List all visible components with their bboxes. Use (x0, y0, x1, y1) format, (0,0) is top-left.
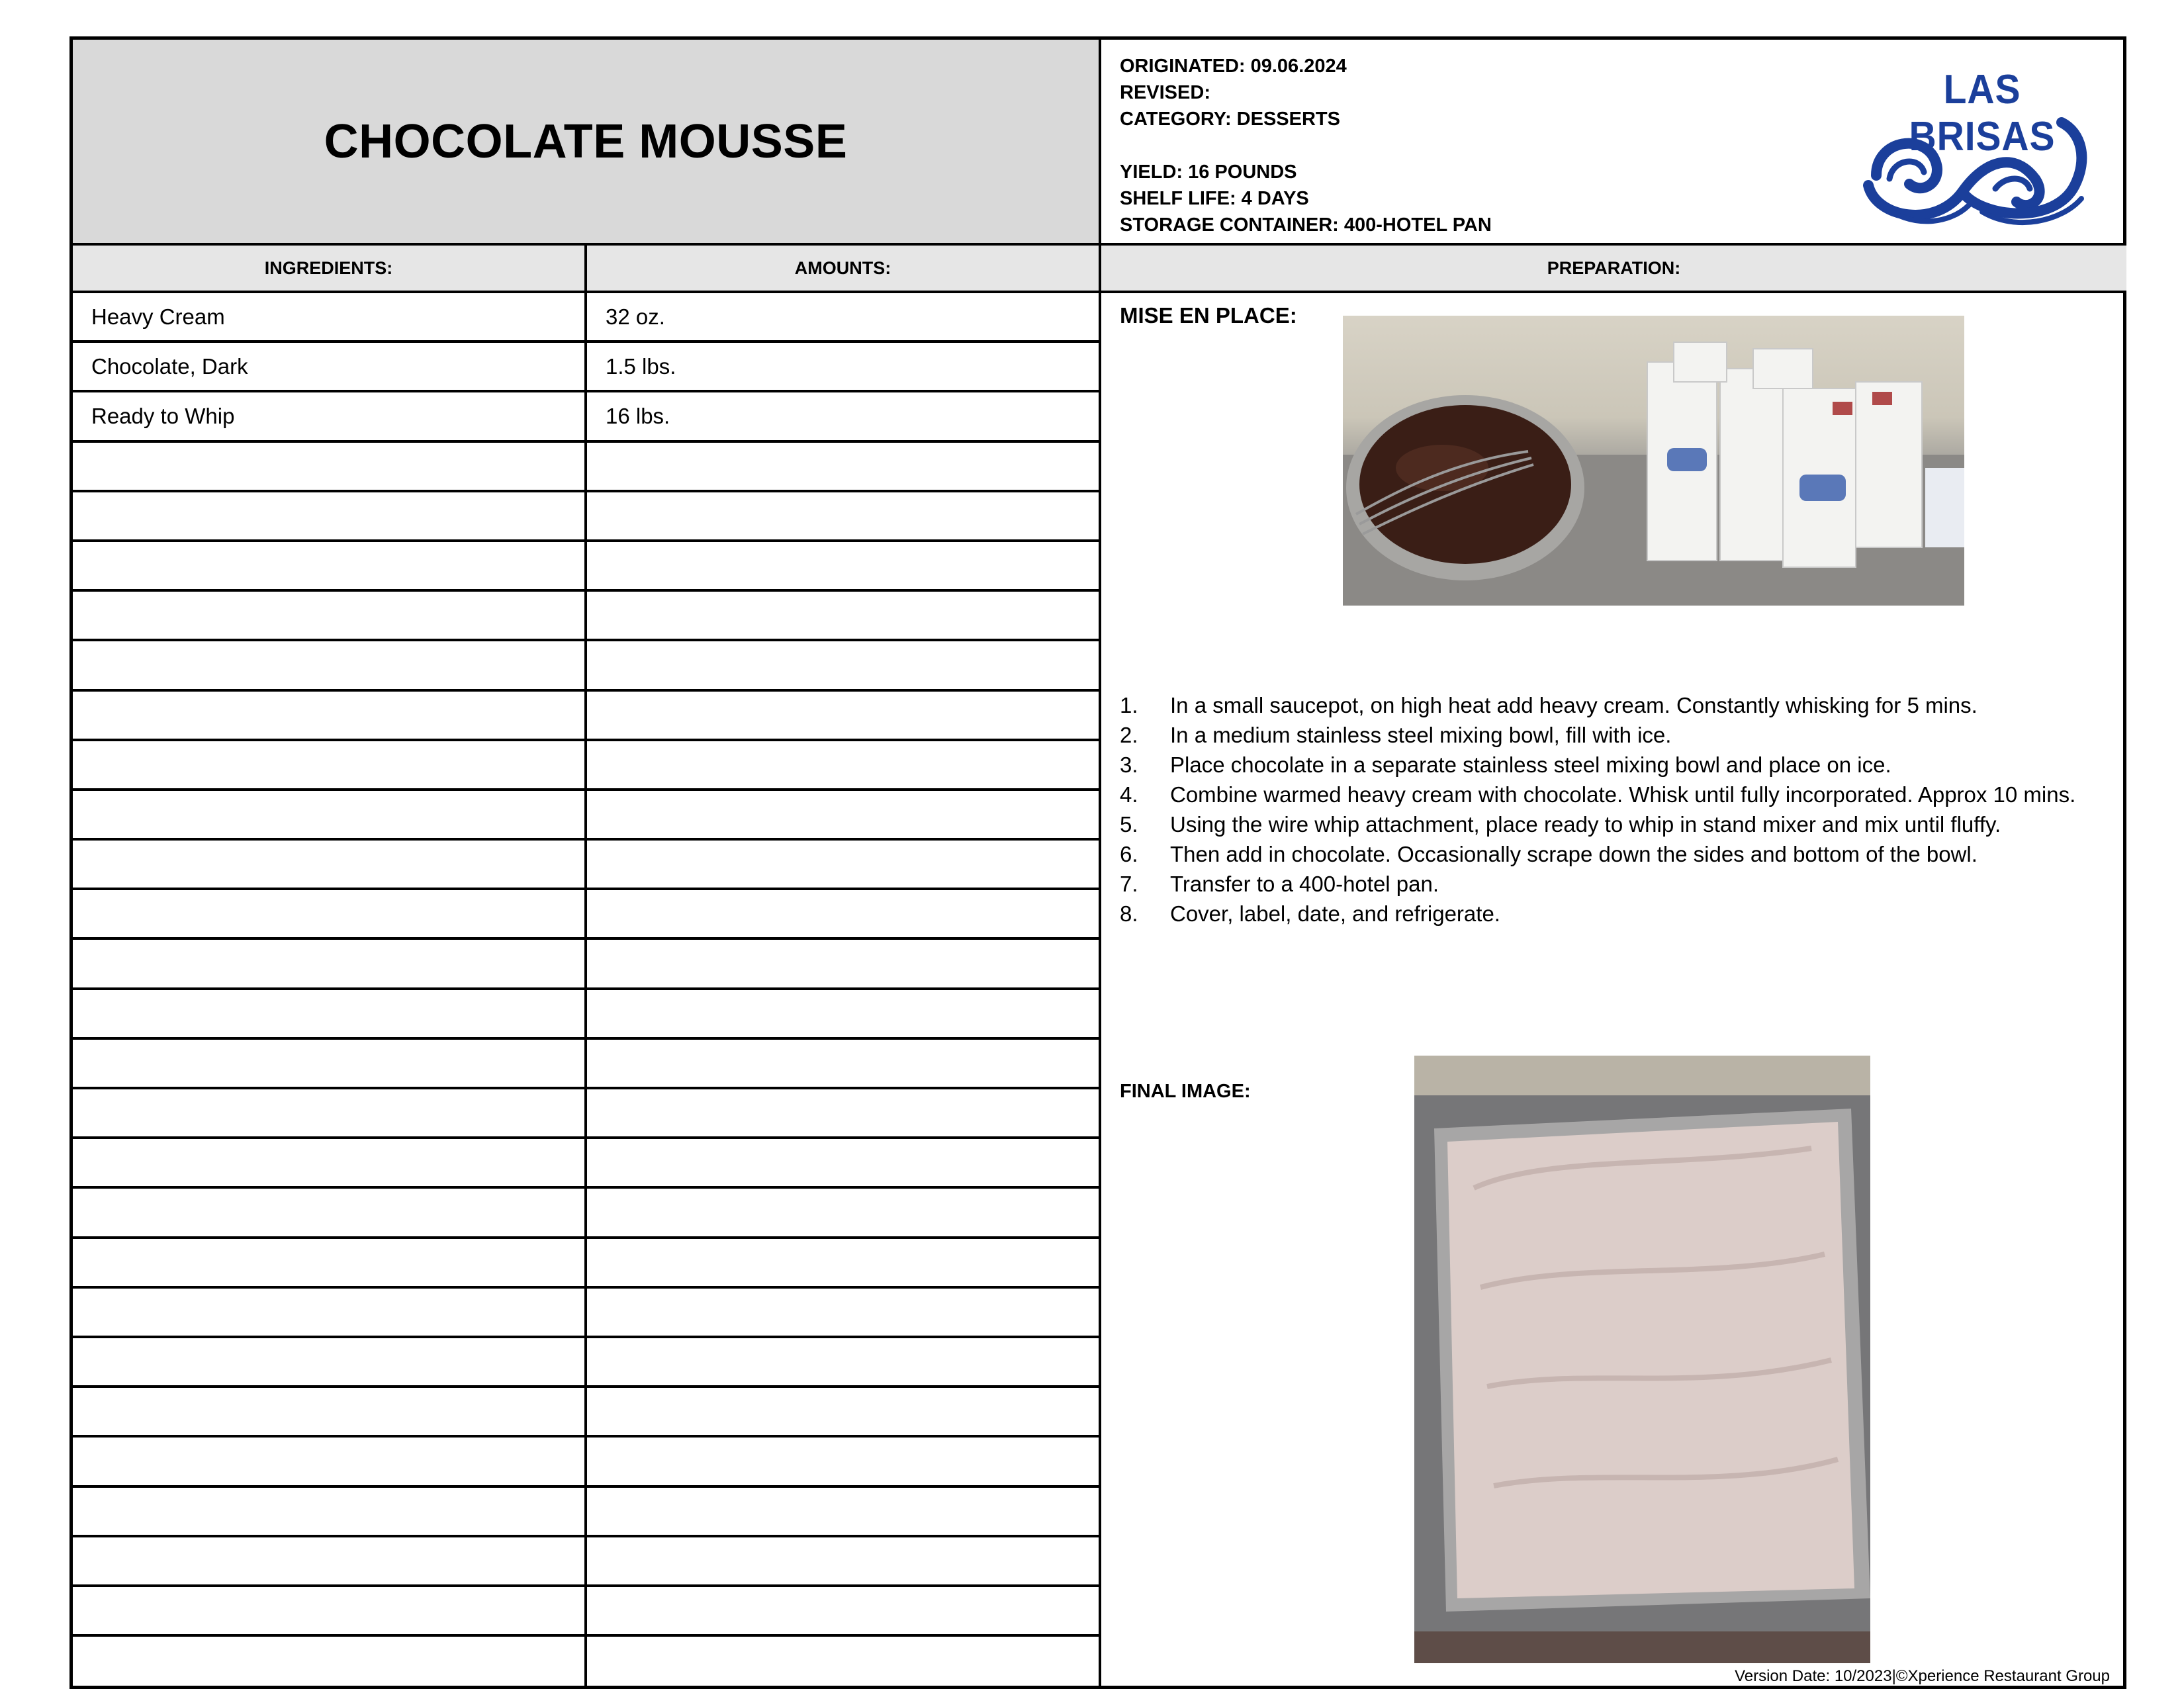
ingredient-amount (587, 841, 1101, 888)
ingredient-name (73, 592, 587, 639)
ingredient-amount (587, 443, 1101, 490)
ingredient-amount (587, 1139, 1101, 1186)
ingredient-amount (587, 641, 1101, 688)
table-row (73, 1537, 1101, 1587)
list-item (1120, 899, 2099, 929)
table-row (73, 1637, 1101, 1686)
preparation-header: PREPARATION: (1101, 246, 2126, 293)
ingredient-amount (587, 1289, 1101, 1336)
table-row (73, 692, 1101, 741)
step-text: Place chocolate in a separate stainless steel mixing bowl and place on ice. (1170, 753, 1891, 777)
table-row (73, 1040, 1101, 1089)
ingredient-amount (587, 741, 1101, 788)
list-item (1120, 809, 2099, 839)
recipe-card (69, 36, 2126, 1689)
step-number: 1. (1120, 693, 1138, 717)
ingredient-name (73, 1637, 587, 1686)
table-row (73, 841, 1101, 890)
ingredient-amount (587, 1637, 1101, 1686)
final-image-label: FINAL IMAGE: (1120, 1081, 1251, 1102)
ingredient-name (73, 542, 587, 589)
storage-container: STORAGE CONTAINER: 400-HOTEL PAN (1120, 214, 1492, 236)
ingredient-amount: 32 oz. (587, 293, 1101, 340)
ingredient-name (73, 841, 587, 888)
title-cell (73, 40, 1101, 246)
ingredient-name (73, 940, 587, 987)
ingredient-name (73, 990, 587, 1037)
ingredient-amount (587, 940, 1101, 987)
list-item (1120, 869, 2099, 899)
ingredient-amount (587, 592, 1101, 639)
ingredient-amount (587, 1488, 1101, 1535)
table-row (73, 542, 1101, 592)
ingredient-name (73, 492, 587, 539)
wave-icon (1863, 113, 2101, 232)
table-row (73, 1289, 1101, 1338)
originated-date: ORIGINATED: 09.06.2024 (1120, 56, 1347, 77)
table-row (73, 741, 1101, 791)
table-row (73, 641, 1101, 691)
ingredient-name (73, 1537, 587, 1584)
ingredient-name (73, 1139, 587, 1186)
step-text: Cover, label, date, and refrigerate. (1170, 901, 1500, 926)
table-row (73, 890, 1101, 940)
table-row (73, 791, 1101, 841)
ingredient-amount (587, 1040, 1101, 1087)
preparation-steps (1120, 690, 2099, 929)
mise-en-place-photo (1343, 316, 1964, 606)
ingredient-amount (587, 542, 1101, 589)
meta-cell (1101, 40, 2126, 246)
ingredient-name (73, 1040, 587, 1087)
amounts-header: AMOUNTS: (587, 246, 1101, 293)
step-text: In a small saucepot, on high heat add heavy cream. Constantly whisking for 5 mins. (1170, 693, 1978, 717)
list-item (1120, 720, 2099, 750)
table-row (73, 592, 1101, 641)
ingredient-amount (587, 990, 1101, 1037)
step-text: In a medium stainless steel mixing bowl, fill with ice. (1170, 723, 1672, 747)
ingredient-name (73, 1388, 587, 1435)
ingredient-amount (587, 1537, 1101, 1584)
step-number: 7. (1120, 872, 1138, 896)
step-text: Combine warmed heavy cream with chocolate. Whisk until fully incorporated. Approx 10 mins. (1170, 782, 2076, 807)
ingredient-amount (587, 1587, 1101, 1634)
ingredient-amount: 1.5 lbs. (587, 343, 1101, 390)
step-text: Using the wire whip attachment, place ready to whip in stand mixer and mix until fluffy. (1170, 812, 2001, 837)
yield: YIELD: 16 POUNDS (1120, 161, 1297, 183)
step-number: 5. (1120, 812, 1138, 837)
ingredient-amount (587, 492, 1101, 539)
logo-text: LAS BRISAS (1909, 67, 2056, 160)
step-number: 3. (1120, 753, 1138, 777)
step-number: 4. (1120, 782, 1138, 807)
revised-date: REVISED: (1120, 82, 1210, 103)
ingredient-name (73, 1189, 587, 1236)
las-brisas-logo (1863, 66, 2101, 238)
ingredient-name (73, 1239, 587, 1286)
ingredient-amount (587, 1438, 1101, 1484)
ingredient-amount (587, 1338, 1101, 1385)
ingredient-amount (587, 791, 1101, 838)
table-row (73, 990, 1101, 1040)
ingredient-amount (587, 1239, 1101, 1286)
recipe-title: CHOCOLATE MOUSSE (324, 114, 848, 168)
list-item (1120, 839, 2099, 869)
version-footer: Version Date: 10/2023|©Xperience Restaurant Group (1735, 1667, 2110, 1685)
ingredient-amount (587, 692, 1101, 739)
table-row (73, 392, 1101, 442)
table-row (73, 1388, 1101, 1438)
step-number: 2. (1120, 723, 1138, 747)
step-text: Transfer to a 400-hotel pan. (1170, 872, 1439, 896)
ingredient-name (73, 791, 587, 838)
table-row (73, 1587, 1101, 1637)
preparation-panel (1101, 293, 2126, 1689)
mise-en-place-label: MISE EN PLACE: (1120, 303, 1297, 328)
ingredient-amount (587, 890, 1101, 937)
table-row (73, 1338, 1101, 1388)
table-row (73, 1189, 1101, 1238)
ingredient-name (73, 890, 587, 937)
table-row (73, 1438, 1101, 1487)
ingredient-amount (587, 1388, 1101, 1435)
ingredient-name: Ready to Whip (73, 392, 587, 439)
table-row (73, 940, 1101, 989)
ingredient-name: Chocolate, Dark (73, 343, 587, 390)
table-row (73, 492, 1101, 542)
final-image-photo (1414, 1056, 1870, 1663)
ingredient-name (73, 1438, 587, 1484)
ingredient-name (73, 692, 587, 739)
table-row (73, 293, 1101, 343)
list-item (1120, 750, 2099, 780)
step-number: 8. (1120, 901, 1138, 926)
table-row (73, 443, 1101, 492)
list-item (1120, 780, 2099, 809)
category: CATEGORY: DESSERTS (1120, 109, 1340, 130)
ingredient-name (73, 641, 587, 688)
ingredients-header: INGREDIENTS: (73, 246, 587, 293)
ingredient-name (73, 1089, 587, 1136)
step-text: Then add in chocolate. Occasionally scrape down the sides and bottom of the bowl. (1170, 842, 1978, 866)
shelf-life: SHELF LIFE: 4 DAYS (1120, 188, 1309, 209)
list-item (1120, 690, 2099, 720)
table-row (73, 1239, 1101, 1289)
ingredient-name (73, 1338, 587, 1385)
ingredient-name (73, 443, 587, 490)
table-row (73, 343, 1101, 392)
table-row (73, 1139, 1101, 1189)
table-row (73, 1488, 1101, 1537)
ingredient-amount (587, 1189, 1101, 1236)
ingredient-name (73, 1289, 587, 1336)
ingredient-amount (587, 1089, 1101, 1136)
step-number: 6. (1120, 842, 1138, 866)
ingredients-table (73, 293, 1101, 1686)
ingredient-name (73, 741, 587, 788)
ingredient-name (73, 1587, 587, 1634)
ingredient-name: Heavy Cream (73, 293, 587, 340)
recipe-meta (1120, 53, 1492, 238)
table-row (73, 1089, 1101, 1139)
ingredient-name (73, 1488, 587, 1535)
ingredient-amount: 16 lbs. (587, 392, 1101, 439)
